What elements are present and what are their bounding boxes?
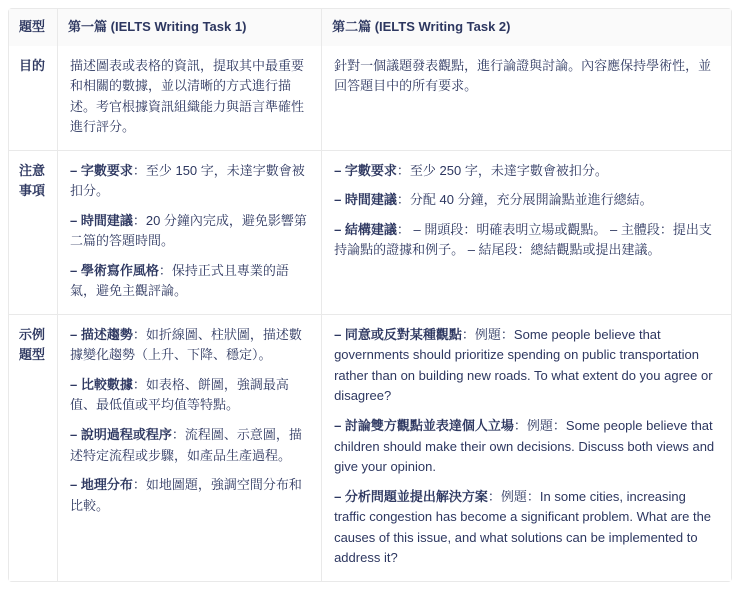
bullet-paragraph: – 學術寫作風格：保持正式且專業的語氣，避免主觀評論。 bbox=[70, 262, 289, 299]
bullet-paragraph: – 結構建議： – 開頭段：明確表明立場或觀點。 – 主體段：提出支持論點的證據和例子。 – 結尾段：總結觀點或提出建議。 bbox=[334, 221, 712, 258]
column-header-type: 題型 bbox=[9, 9, 58, 46]
ielts-comparison-table bbox=[8, 8, 732, 582]
bullet-paragraph: – 說明過程或程序：流程圖、示意圖，描述特定流程或步驟，如產品生產過程。 bbox=[70, 426, 302, 463]
bullet-paragraph: – 討論雙方觀點並表達個人立場：例題：Some people believe that children should make their own decisions. Discuss both views and give your opinion. bbox=[334, 417, 715, 475]
table-row bbox=[9, 151, 731, 315]
task1-cell bbox=[58, 46, 322, 151]
row-label: 目的 bbox=[9, 46, 58, 151]
bullet-paragraph: – 同意或反對某種觀點：例題：Some people believe that governments should prioritize spending on public transportation rather than on building new roads. To what extent do you agree or disagree? bbox=[334, 326, 713, 404]
task2-cell bbox=[322, 151, 731, 315]
task1-cell bbox=[58, 151, 322, 315]
row-label: 注意事項 bbox=[9, 151, 58, 315]
bullet-paragraph: – 字數要求：至少 250 字，未達字數會被扣分。 bbox=[334, 162, 608, 178]
task2-cell bbox=[322, 46, 731, 151]
column-header-task2: 第二篇 (IELTS Writing Task 2) bbox=[322, 9, 731, 46]
bullet-paragraph: – 字數要求：至少 150 字，未達字數會被扣分。 bbox=[70, 162, 305, 199]
bullet-paragraph: – 描述趨勢：如折線圖、柱狀圖，描述數據變化趨勢（上升、下降、穩定）。 bbox=[70, 326, 302, 363]
bullet-paragraph: – 地理分布：如地圖題，強調空間分布和比較。 bbox=[70, 477, 302, 513]
row-label: 示例題型 bbox=[9, 315, 58, 581]
table-row bbox=[9, 315, 731, 581]
bullet-paragraph: – 比較數據：如表格、餅圖，強調最高值、最低值或平均值等特點。 bbox=[70, 376, 289, 413]
bullet-paragraph: – 分析問題並提出解決方案：例題：In some cities, increasing traffic congestion has become a significant problem. What are the causes of this issue, and what solutions can be implemented to address it? bbox=[334, 488, 712, 566]
bullet-paragraph: – 時間建議：20 分鐘內完成，避免影響第二篇的答題時間。 bbox=[70, 212, 307, 249]
table-row bbox=[9, 46, 731, 151]
task2-cell bbox=[322, 315, 731, 581]
column-header-task1: 第一篇 (IELTS Writing Task 1) bbox=[58, 9, 322, 46]
bullet-paragraph: 描述圖表或表格的資訊，提取其中最重要和相關的數據，並以清晰的方式進行描述。考官根據資訊組織能力與語言準確性進行評分。 bbox=[70, 57, 305, 135]
bullet-paragraph: 針對一個議題發表觀點，進行論證與討論。內容應保持學術性，並回答題目中的所有要求。 bbox=[334, 57, 712, 94]
table-header-row bbox=[9, 9, 731, 46]
task1-cell bbox=[58, 315, 322, 581]
bullet-paragraph: – 時間建議：分配 40 分鐘，充分展開論點並進行總結。 bbox=[334, 192, 653, 208]
ielts-comparison-container bbox=[8, 8, 732, 582]
